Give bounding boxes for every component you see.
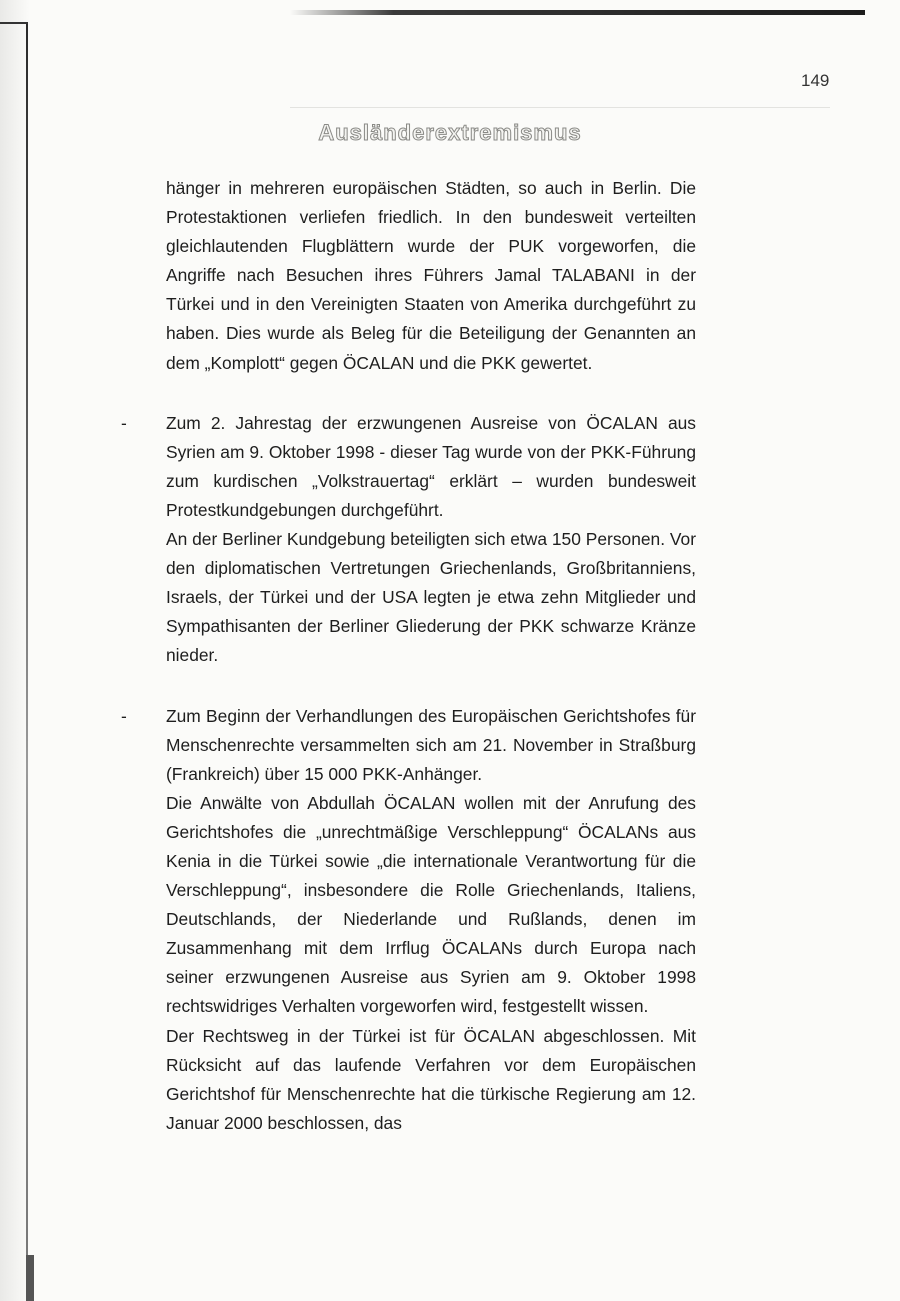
list-item-1: [121, 409, 696, 671]
list-bullet: -: [121, 705, 127, 726]
item-2-paragraph-1: Zum Beginn der Verhandlungen des Europäischen Gerichtshofes für Menschenrechte versammelten sich am 21. November in Straßburg (Frankreich) über 15 000 PKK-Anhänger.: [166, 705, 696, 784]
spacer: [166, 378, 696, 409]
scan-top-tick: [0, 22, 28, 24]
list-bullet: -: [121, 412, 127, 433]
spacer: [166, 671, 696, 702]
page-number: 149: [801, 71, 830, 90]
scan-edge-foot: [26, 1255, 34, 1301]
item-1-paragraph-2: An der Berliner Kundgebung beteiligten sich etwa 150 Personen. Vor den diplomatischen Vertretungen Griechenlands, Großbritanniens, Israels, der Türkei und der USA legten je etwa zehn Mitglieder und Sympathisanten der Berliner Gliederung der PKK schwarze Kränze nieder.: [166, 529, 696, 666]
item-2-paragraph-2: Die Anwälte von Abdullah ÖCALAN wollen mit der Anrufung des Gerichtshofes die „unrechtmäßige Verschleppung“ ÖCALANs aus Kenia in die Türkei sowie „die internationale Verantwortung für die Verschleppung“, insbesondere die Rolle Griechenlands, Italiens, Deutschlands, der Niederlande und Rußlands, denen im Zusammenhang mit dem Irrflug ÖCALANs durch Europa nach seiner erzwungenen Ausreise aus Syrien am 9. Oktober 1998 rechtswidriges Verhalten vorgeworfen wird, festgestellt wissen.: [166, 792, 696, 1017]
running-title: Ausländerextremismus: [318, 120, 582, 145]
scan-edge-line: [26, 22, 28, 1262]
list-item-2: [121, 702, 696, 1138]
header-rule: [290, 107, 830, 108]
scan-top-bar: [290, 10, 865, 15]
body-text: [121, 174, 696, 1138]
intro-paragraph: hänger in mehreren europäischen Städten, so auch in Berlin. Die Protestaktionen verliefen friedlich. In den bundesweit verteilten gleichlautenden Flugblättern wurde der PUK vorgeworfen, die Angriffe nach Besuchen ihres Führers Jamal TALABANI in der Türkei und in den Vereinigten Staaten von Amerika durchgeführt zu haben. Dies wurde als Beleg für die Beteiligung der Genannten an dem „Komplott“ gegen ÖCALAN und die PKK gewertet.: [166, 178, 696, 373]
item-2-paragraph-3: Der Rechtsweg in der Türkei ist für ÖCALAN abgeschlossen. Mit Rücksicht auf das laufende Verfahren vor dem Europäischen Gerichtshof für Menschenrechte hat die türkische Regierung am 12. Januar 2000 beschlossen, das: [166, 1025, 696, 1133]
item-1-paragraph-1: Zum 2. Jahrestag der erzwungenen Ausreise von ÖCALAN aus Syrien am 9. Oktober 1998 - dieser Tag wurde von der PKK-Führung zum kurdischen „Volkstrauertag“ erklärt – wurden bundesweit Protestkundgebungen durchgeführt.: [166, 412, 696, 520]
